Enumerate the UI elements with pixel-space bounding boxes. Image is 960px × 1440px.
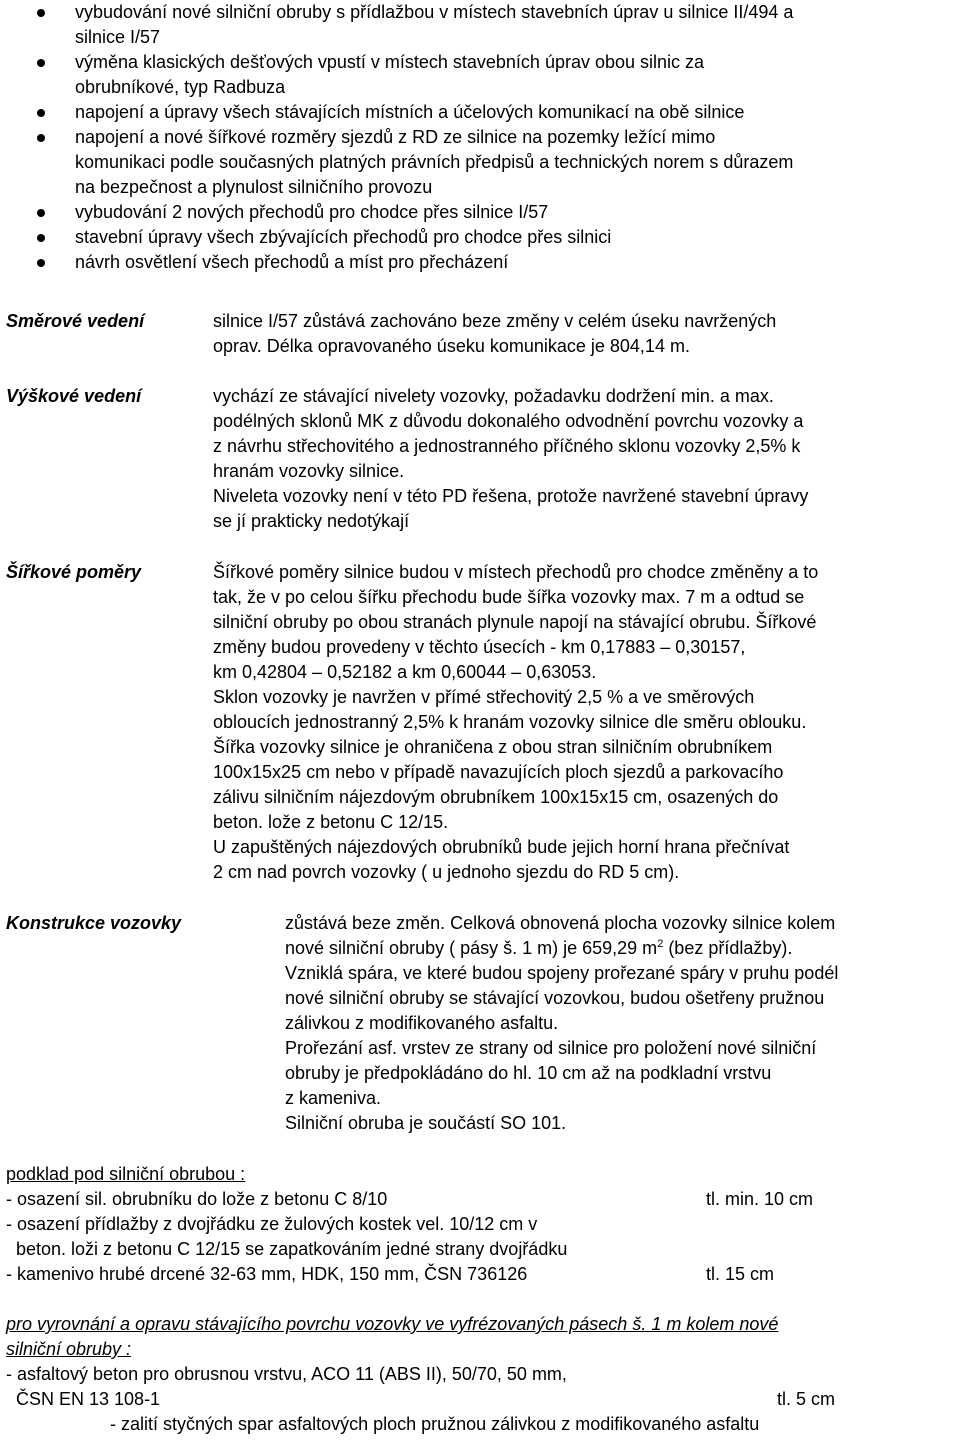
paragraph-line: 100x15x25 cm nebo v případě navazujících ploch sjezdů a parkovacího xyxy=(213,762,784,782)
paragraph-line: km 0,42804 – 0,52182 a km 0,60044 – 0,63053. xyxy=(213,662,597,682)
paragraph-line: hranám vozovky silnice. xyxy=(213,461,405,481)
section-label-smerove: Směrové vedení xyxy=(6,311,145,331)
bullet-icon xyxy=(37,109,45,117)
list-item-line: stavební úpravy všech zbývajících přechodů pro chodce přes silnici xyxy=(75,227,612,247)
section-body-smerove xyxy=(213,309,958,359)
paragraph-line xyxy=(285,936,958,961)
paragraph-line: Šířkové poměry silnice budou v místech přechodů pro chodce změněny a to xyxy=(213,562,819,582)
bullet-icon xyxy=(37,259,45,267)
bullet-icon xyxy=(37,59,45,67)
material-item: - osazení přídlažby z dvojřádku ze žulových kostek vel. 10/12 cm v xyxy=(6,1214,538,1234)
bullet-icon xyxy=(37,134,45,142)
paragraph-line: z návrhu střechovitého a jednostranného příčného sklonu vozovky 2,5% k xyxy=(213,436,801,456)
list-item xyxy=(0,225,960,250)
list-item-line: napojení a nové šířkové rozměry sjezdů z RD ze silnice na pozemky ležící mimo xyxy=(75,127,716,147)
paragraph-line: Silniční obruba je součástí SO 101. xyxy=(285,1113,567,1133)
paragraph-line: obruby je předpokládáno do hl. 10 cm až na podkladní vrstvu xyxy=(285,1063,772,1083)
bullet-list xyxy=(0,0,960,275)
superscript: 2 xyxy=(657,938,664,950)
list-item xyxy=(0,100,960,125)
list-item-line: silnice I/57 xyxy=(75,27,161,47)
list-item-line: vybudování nové silniční obruby s přídlažbou v místech stavebních úprav u silnice II/494 a xyxy=(75,2,794,22)
bullet-icon xyxy=(37,9,45,17)
paragraph-line: beton. lože z betonu C 12/15. xyxy=(213,812,449,832)
section-body-vyskove xyxy=(213,384,958,534)
material-item: - asfaltový beton pro obrusnou vrstvu, ACO 11 (ABS II), 50/70, 50 mm, xyxy=(6,1364,567,1384)
material-item-continuation: ČSN EN 13 108-1 xyxy=(16,1389,161,1409)
section-label-sirkove: Šířkové poměry xyxy=(6,562,142,582)
paragraph-line: se jí prakticky nedotýkají xyxy=(213,511,410,531)
paragraph-line: Šířka vozovky silnice je ohraničena z obou stran silničním obrubníkem xyxy=(213,737,773,757)
paragraph-line: podélných sklonů MK z důvodu dokonalého odvodnění povrchu vozovky a xyxy=(213,411,804,431)
paragraph-line: obloucích jednostranný 2,5% k hranám vozovky silnice dle směru oblouku. xyxy=(213,712,807,732)
bullet-icon xyxy=(37,209,45,217)
paragraph-line: Vzniklá spára, ve které budou spojeny prořezané spáry v pruhu podél xyxy=(285,963,839,983)
paragraph-line: zůstává beze změn. Celková obnovená plocha vozovky silnice kolem xyxy=(285,913,836,933)
list-item-line: napojení a úpravy všech stávajících místních a účelových komunikací na obě silnice xyxy=(75,102,745,122)
list-item-line: návrh osvětlení všech přechodů a míst pro přecházení xyxy=(75,252,509,272)
paragraph-line: silniční obruby po obou stranách plynule napojí na stávající obrubu. Šířkové xyxy=(213,612,817,632)
section-heading-vyrovnani-continuation: silniční obruby : xyxy=(6,1339,132,1359)
material-thickness: tl. 15 cm xyxy=(706,1264,775,1284)
section-body-sirkove xyxy=(213,560,958,885)
paragraph-text: (bez přídlažby). xyxy=(663,938,793,958)
list-item xyxy=(0,0,960,50)
list-item xyxy=(0,50,960,100)
paragraph-line: nové silniční obruby se stávající vozovkou, budou ošetřeny pružnou xyxy=(285,988,825,1008)
list-item-line: výměna klasických dešťových vpustí v místech stavebních úprav obou silnic za xyxy=(75,52,705,72)
paragraph-line: změny budou provedeny v těchto úsecích - km 0,17883 – 0,30157, xyxy=(213,637,746,657)
section-label-vyskove: Výškové vedení xyxy=(6,386,142,406)
material-item: - kamenivo hrubé drcené 32-63 mm, HDK, 150 mm, ČSN 736126 xyxy=(6,1264,528,1284)
paragraph-line: tak, že v po celou šířku přechodu bude šířka vozovky max. 7 m a odtud se xyxy=(213,587,805,607)
paragraph-line: Niveleta vozovky není v této PD řešena, protože navržené stavební úpravy xyxy=(213,486,809,506)
paragraph-line: 2 cm nad povrch vozovky ( u jednoho sjezdu do RD 5 cm). xyxy=(213,862,680,882)
list-item xyxy=(0,125,960,200)
paragraph-line: vychází ze stávající nivelety vozovky, požadavku dodržení min. a max. xyxy=(213,386,774,406)
section-heading-vyrovnani: pro vyrovnání a opravu stávajícího povrchu vozovky ve vyfrézovaných pásech š. 1 m kolem nové xyxy=(6,1314,779,1334)
material-item: - osazení sil. obrubníku do lože z betonu C 8/10 xyxy=(6,1189,388,1209)
list-item xyxy=(0,250,960,275)
section-body-konstrukce xyxy=(285,911,958,1136)
paragraph-line: zálivu silničním nájezdovým obrubníkem 100x15x15 cm, osazených do xyxy=(213,787,779,807)
section-heading-podklad: podklad pod silniční obrubou : xyxy=(6,1164,246,1184)
paragraph-line: silnice I/57 zůstává zachováno beze změny v celém úseku navržených xyxy=(213,311,777,331)
paragraph-line: zálivkou z modifikovaného asfaltu. xyxy=(285,1013,559,1033)
paragraph-line: Prořezání asf. vrstev ze strany od silnice pro položení nové silniční xyxy=(285,1038,817,1058)
material-item: - zalití styčných spar asfaltových ploch pružnou zálivkou z modifikovaného asfaltu xyxy=(110,1414,760,1434)
section-label-konstrukce: Konstrukce vozovky xyxy=(6,913,182,933)
paragraph-line: oprav. Délka opravovaného úseku komunikace je 804,14 m. xyxy=(213,336,690,356)
paragraph-line: z kameniva. xyxy=(285,1088,382,1108)
list-item-line: vybudování 2 nových přechodů pro chodce přes silnice I/57 xyxy=(75,202,549,222)
material-thickness: tl. 5 cm xyxy=(777,1389,836,1409)
list-item-line: komunikaci podle současných platných právních předpisů a technických norem s důrazem xyxy=(75,152,794,172)
list-item-line: na bezpečnost a plynulost silničního provozu xyxy=(75,177,433,197)
material-thickness: tl. min. 10 cm xyxy=(706,1189,814,1209)
bullet-icon xyxy=(37,234,45,242)
paragraph-line: Sklon vozovky je navržen v přímé střechovitý 2,5 % a ve směrových xyxy=(213,687,755,707)
material-item-continuation: beton. loži z betonu C 12/15 se zapatkováním jedné strany dvojřádku xyxy=(16,1239,568,1259)
paragraph-line: U zapuštěných nájezdových obrubníků bude jejich horní hrana přečnívat xyxy=(213,837,790,857)
paragraph-text: nové silniční obruby ( pásy š. 1 m) je 659,29 m xyxy=(285,938,658,958)
list-item-line: obrubníkové, typ Radbuza xyxy=(75,77,286,97)
list-item xyxy=(0,200,960,225)
